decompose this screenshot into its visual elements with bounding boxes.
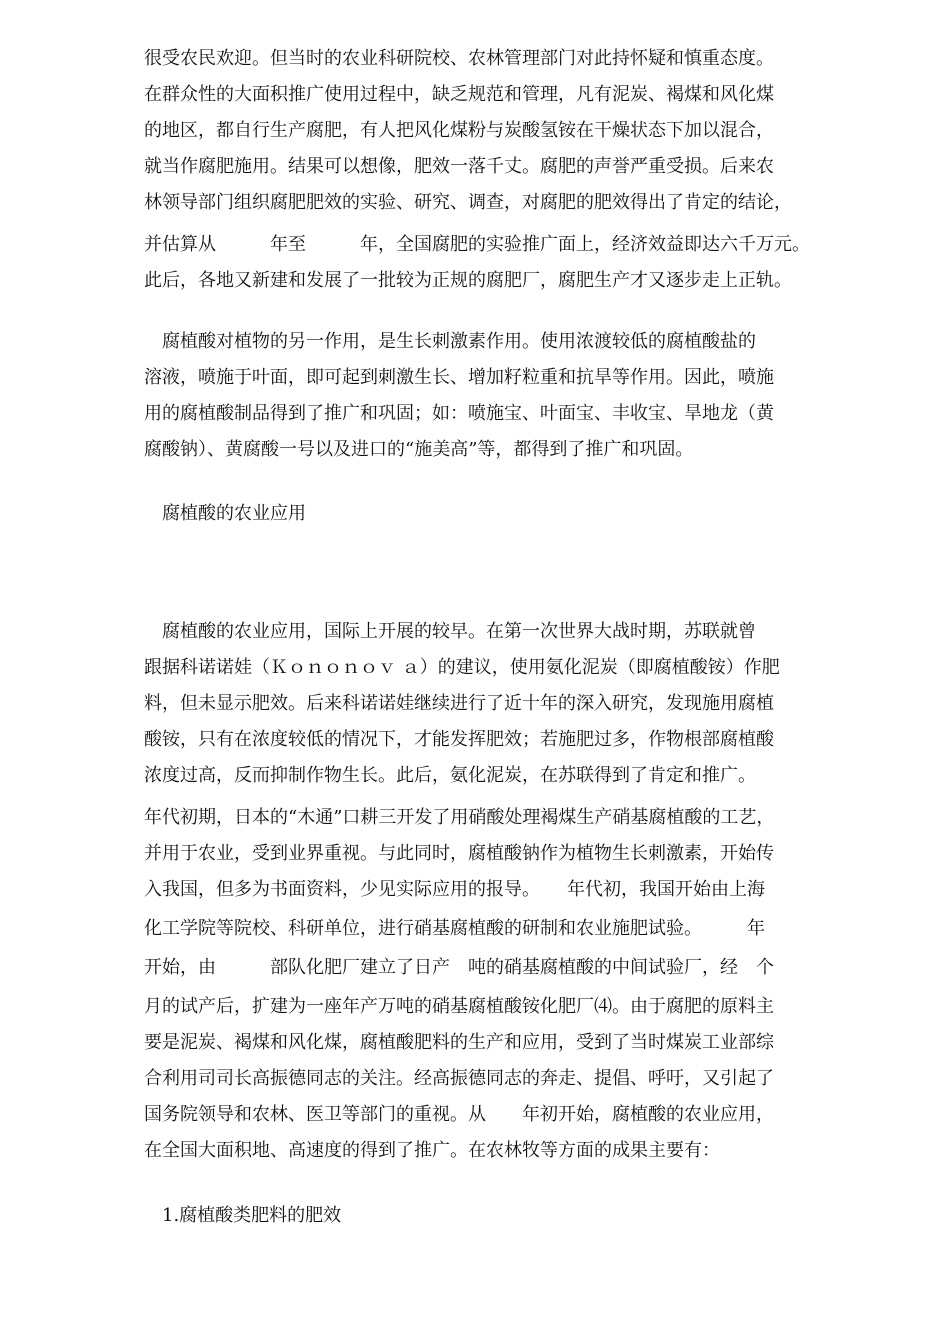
text-line: 很受农民欢迎。但当时的农业科研院校、农林管理部门对此持怀疑和慎重态度。 [144,48,774,69]
text-line: 料，但未显示肥效。后来科诺诺娃继续进行了近十年的深入研究，发现施用腐植 [144,693,774,714]
text-line: 浓度过高，反而抑制作物生长。此后，氨化泥炭，在苏联得到了肯定和推广。 [144,765,756,786]
section-heading: 腐植酸的农业应用 [144,503,306,524]
text-line: 开始，由 部队化肥厂建立了日产 吨的硝基腐植酸的中间试验厂，经 个 [144,957,774,978]
text-line: 溶液，喷施于叶面，即可起到刺激生长、增加籽粒重和抗旱等作用。因此，喷施 [144,367,774,388]
text-line: 化工学院等院校、科研单位，进行硝基腐植酸的研制和农业施肥试验。 年 [144,918,765,939]
text-line: 在群众性的大面积推广使用过程中，缺乏规范和管理，凡有泥炭、褐煤和风化煤 [144,84,774,105]
text-line: 腐酸钠）、黄腐酸一号以及进口的“施美高”等，都得到了推广和巩固。 [144,439,694,460]
text-line: 合利用司司长高振德同志的关注。经高振德同志的奔走、提倡、呼吁，又引起了 [144,1068,774,1089]
subsection-heading: 1.腐植酸类肥料的肥效 [144,1205,342,1226]
text-line: 跟据科诺诺娃（Ｋｏｎｏｎｏｖ ａ）的建议，使用氨化泥炭（即腐植酸铵）作肥 [144,657,780,678]
text-line: 的地区，都自行生产腐肥，有人把风化煤粉与炭酸氢铵在干燥状态下加以混合， [144,120,774,141]
text-line: 就当作腐肥施用。结果可以想像，肥效一落千丈。腐肥的声誉严重受损。后来农 [144,156,774,177]
text-line: 林领导部门组织腐肥肥效的实验、研究、调查，对腐肥的肥效得出了肯定的结论， [144,192,792,213]
text-line: 腐植酸的农业应用，国际上开展的较早。在第一次世界大战时期，苏联就曾 [144,621,756,642]
text-line: 入我国，但多为书面资料，少见实际应用的报导。 年代初，我国开始由上海 [144,879,765,900]
text-line: 用的腐植酸制品得到了推广和巩固；如：喷施宝、叶面宝、丰收宝、旱地龙（黄 [144,403,774,424]
text-line: 月的试产后，扩建为一座年产万吨的硝基腐植酸铵化肥厂⑷。由于腐肥的原料主 [144,996,774,1017]
text-line: 此后，各地又新建和发展了一批较为正规的腐肥厂，腐肥生产才又逐步走上正轨。 [144,270,792,291]
text-line: 酸铵，只有在浓度较低的情况下，才能发挥肥效；若施肥过多，作物根部腐植酸 [144,729,774,750]
text-line: 年代初期，日本的“木通”口耕三开发了用硝酸处理褐煤生产硝基腐植酸的工艺， [144,807,775,828]
text-line: 并用于农业，受到业界重视。与此同时，腐植酸钠作为植物生长刺激素，开始传 [144,843,774,864]
text-line: 在全国大面积地、高速度的得到了推广。在农林牧等方面的成果主要有： [144,1140,720,1161]
text-line: 腐植酸对植物的另一作用，是生长刺激素作用。使用浓渡较低的腐植酸盐的 [144,331,756,352]
text-line: 要是泥炭、褐煤和风化煤，腐植酸肥料的生产和应用，受到了当时煤炭工业部综 [144,1032,774,1053]
text-line: 并估算从 年至 年，全国腐肥的实验推广面上，经济效益即达六千万元。 [144,234,810,255]
text-line: 国务院领导和农林、医卫等部门的重视。从 年初开始，腐植酸的农业应用， [144,1104,774,1125]
